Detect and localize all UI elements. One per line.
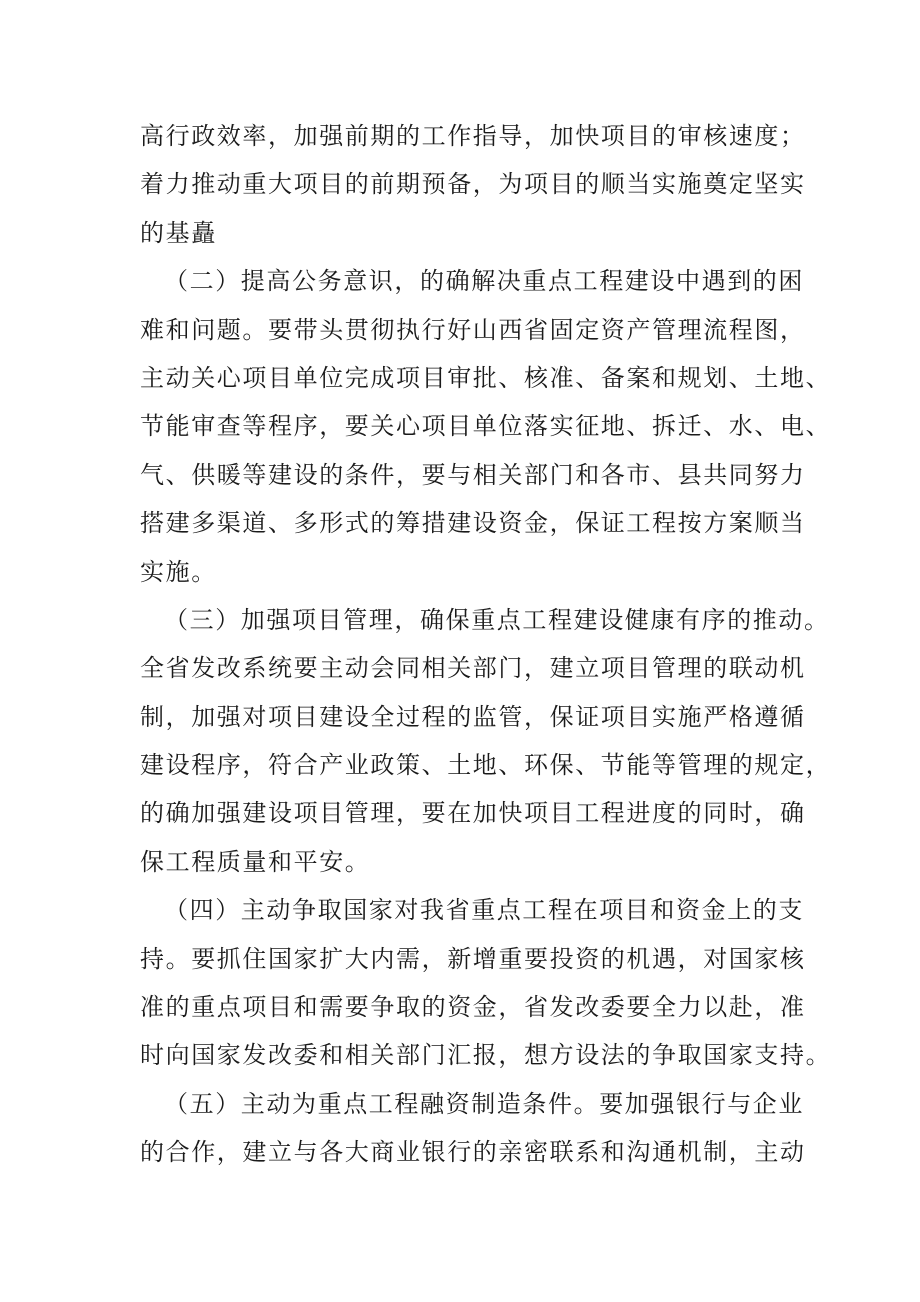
text-line: 高行政效率，加强前期的工作指导，加快项目的审核速度；: [140, 122, 806, 150]
text-line: 建设程序，符合产业政策、土地、环保、节能等管理的规定，: [140, 751, 832, 780]
text-line: 持。要抓住国家扩大内需，新增重要投资的机遇，对国家核: [140, 944, 806, 973]
text-line: 搭建多渠道、多形式的筹措建设资金，保证工程按方案顺当: [140, 509, 806, 538]
text-line: 的确加强建设项目管理，要在加快项目工程进度的同时，确: [140, 799, 806, 828]
text-line: 全省发改系统要主动会同相关部门，建立项目管理的联动机: [140, 654, 806, 683]
text-line: 的基矗: [140, 218, 217, 247]
body-text: [140, 112, 832, 1177]
text-line: 时向国家发改委和相关部门汇报，想方设法的争取国家支持。: [140, 1041, 832, 1070]
text-line: 气、供暖等建设的条件，要与相关部门和各市、县共同努力: [140, 460, 806, 489]
text-line: 难和问题。要带头贯彻执行好山西省固定资产管理流程图，: [140, 315, 806, 344]
text-line: 准的重点项目和需要争取的资金，省发改委要全力以赴，准: [140, 993, 806, 1022]
section-heading-5: （五）主动为重点工程融资制造条件。要加强银行与企业: [164, 1089, 804, 1118]
text-line: 的合作，建立与各大商业银行的亲密联系和沟通机制，主动: [140, 1138, 806, 1167]
text-line: 节能审查等程序，要关心项目单位落实征地、拆迁、水、电、: [140, 412, 832, 441]
text-line: 制，加强对项目建设全过程的监管，保证项目实施严格遵循: [140, 702, 806, 731]
text-line: 实施。: [140, 557, 217, 586]
section-heading-4: （四）主动争取国家对我省重点工程在项目和资金上的支: [164, 896, 804, 925]
text-line: 着力推动重大项目的前期预备，为项目的顺当实施奠定坚实: [140, 170, 806, 199]
section-heading-2: （二）提高公务意识，的确解决重点工程建设中遇到的困: [164, 267, 804, 296]
text-line: 主动关心项目单位完成项目审批、核准、备案和规划、土地、: [140, 363, 832, 392]
text-line: 保工程质量和平安。: [140, 847, 371, 876]
section-heading-3: （三）加强项目管理，确保重点工程建设健康有序的推动。: [164, 605, 830, 634]
